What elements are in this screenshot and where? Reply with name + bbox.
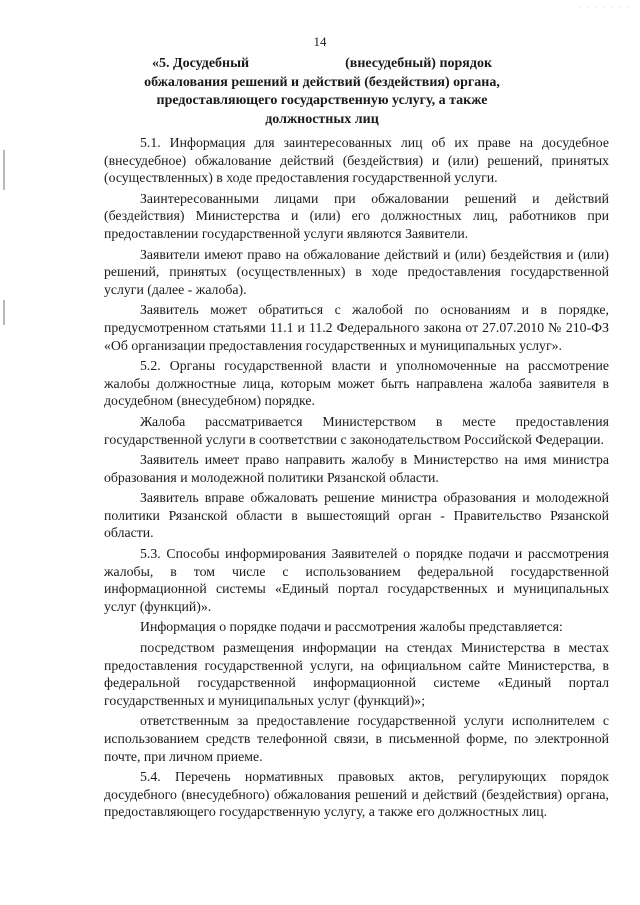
paragraph: Заявители имеют право на обжалование действий и (или) бездействия и (или) решений, принятых (осуществленных) в ходе предоставления государственной услуги (далее - жалоба). [104,246,609,297]
paragraph: Заявитель вправе обжаловать решение министра образования и молодежной политики Рязанской области в вышестоящий орган - Правительство Рязанской области. [104,490,609,541]
section-heading [112,55,532,129]
heading-line-3: предоставляющего государственную услугу, а также [156,93,488,108]
paragraph: ответственным за предоставление государственной услуги исполнителем с использованием средств телефонной связи, в письменной форме, по электронной почте, при личном приеме. [104,713,609,764]
paragraph: посредством размещения информации на стендах Министерства в местах предоставления государственной услуги, на официальном сайте Министерства, в федеральной государственной информационной системе «Единый портал государственных и муниципальных услуг (функций)»; [104,640,609,708]
paragraph-5-3: 5.3. Способы информирования Заявителей о порядке подачи и рассмотрения жалобы, в том числе с использованием федеральной государственной информационной системы «Единый портал государственных и муниципальных услуг (функций)». [104,546,609,614]
paragraph: Заявитель имеет право направить жалобу в Министерство на имя министра образования и молодежной политики Рязанской области. [104,452,609,485]
paragraph: Жалоба рассматривается Министерством в месте предоставления государственной услуги в соответствии с законодательством Российской Федерации. [104,413,609,447]
scan-edge-mark [3,150,5,190]
heading-line-1: «5. Досудебный (внесудебный) порядок [151,56,493,71]
scan-edge-mark [3,300,5,325]
paragraph-5-4: 5.4. Перечень нормативных правовых актов, регулирующих порядок досудебного (внесудебного) обжалования решений и действий (бездействия) органа, предоставляющего государственную услугу, а также его должностных лиц. [104,769,609,820]
paragraph-5-1: 5.1. Информация для заинтересованных лиц об их праве на досудебное (внесудебное) обжалование действий (бездействия) и (или) решений, принятых (осуществленных) в ходе предоставления государственной услуги. [104,135,609,186]
document-body [104,134,609,821]
heading-line-4: должностных лиц [265,111,379,127]
paragraph: Заинтересованными лицами при обжаловании решений и действий (бездействия) Министерства и (или) его должностных лиц, работников при предоставлении государственной услуги являются Заявители. [104,190,609,241]
paragraph: Информация о порядке подачи и рассмотрения жалобы представляется: [140,619,563,635]
page-number: 14 [313,34,327,49]
heading-line-2: обжалования решений и действий (бездействия) органа, [144,74,500,90]
paragraph-5-2: 5.2. Органы государственной власти и уполномоченные на рассмотрение жалобы должностные лица, которым может быть направлена жалоба заявителя в досудебном (внесудебном) порядке. [104,358,609,409]
paragraph: Заявитель может обратиться с жалобой по основаниям и в порядке, предусмотренном статьями 11.1 и 11.2 Федерального закона от 27.07.2010 № 210-ФЗ «Об организации предоставления государственных и муниципальных услуг». [104,302,609,353]
scan-artifact: · · · · · · · [579,4,632,12]
